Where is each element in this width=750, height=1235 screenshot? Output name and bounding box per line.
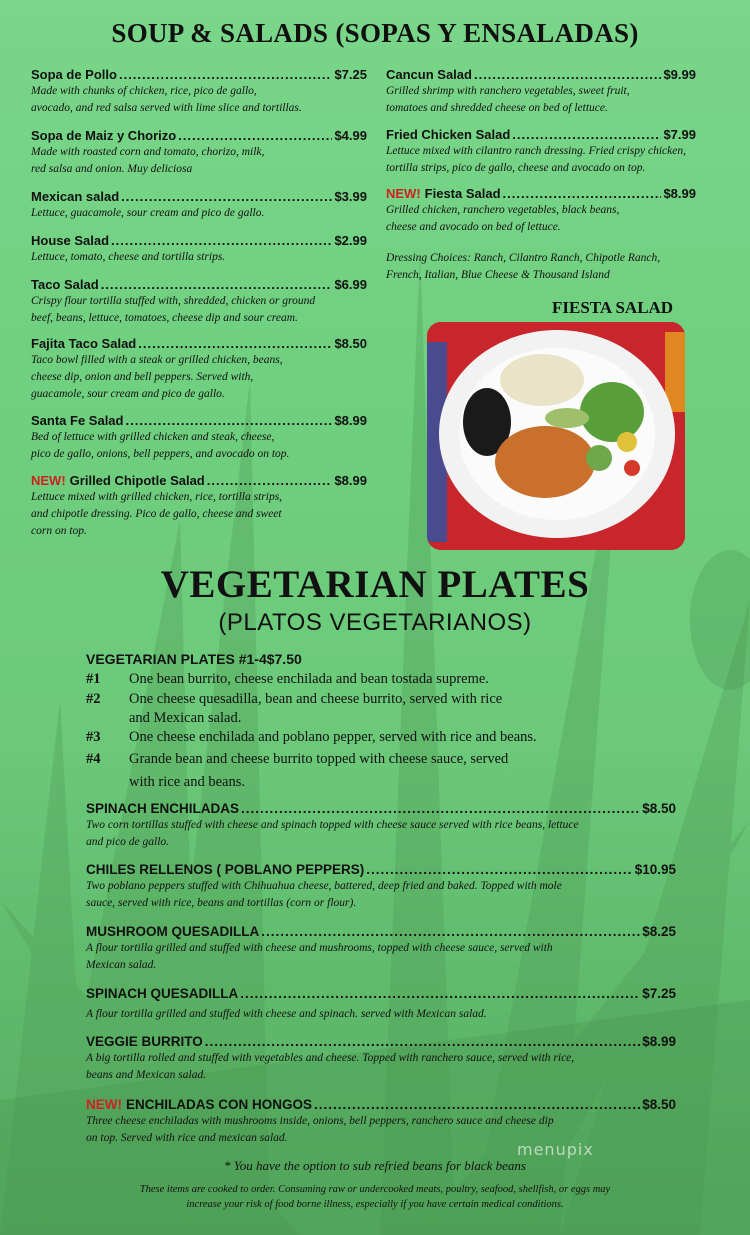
- menu-item: [86, 862, 676, 912]
- plate-desc: One cheese enchilada and poblano pepper, served with rice and beans.: [129, 729, 537, 745]
- plate-item: [86, 748, 606, 794]
- item-desc: Two poblano peppers stuffed with Chihuahua cheese, battered, deep fried and baked. Topped with mole: [86, 880, 562, 892]
- item-desc: and chipotle dressing. Pico de gallo, cheese and sweet: [31, 508, 282, 520]
- item-price: $8.99: [334, 413, 367, 428]
- item-price: $8.99: [642, 1034, 676, 1049]
- item-name: Santa Fe Salad: [31, 413, 124, 428]
- item-name: Mexican salad: [31, 189, 120, 204]
- item-desc: Crispy flour tortilla stuffed with, shredded, chicken or ground: [31, 295, 316, 307]
- salad-plate-image: [427, 322, 685, 550]
- item-desc: and pico de gallo.: [86, 836, 170, 848]
- item-desc: Grilled chicken, ranchero vegetables, black beans,: [386, 204, 620, 216]
- black-beans-note: * You have the option to sub refried beans for black beans: [224, 1158, 526, 1173]
- item-name: Fried Chicken Salad: [386, 127, 511, 142]
- item-desc: red salsa and onion. Muy deliciosa: [31, 163, 193, 175]
- item-desc: Grilled shrimp with ranchero vegetables, sweet fruit,: [386, 85, 630, 97]
- dressing-choices: [386, 250, 660, 284]
- item-desc: sauce, served with rice, beans and tortillas (corn or flour).: [86, 897, 357, 909]
- plate-number: #3: [86, 729, 101, 745]
- item-name: Sopa de Maiz y Chorizo: [31, 128, 177, 143]
- item-desc: A big tortilla rolled and stuffed with vegetables and cheese. Topped with ranchero sauce, served with rice,: [86, 1052, 575, 1064]
- item-desc: Mexican salad.: [86, 959, 157, 971]
- disclaimer-line: increase your risk of food borne illness, especially if you have certain medical conditions.: [186, 1199, 564, 1210]
- item-name: Cancun Salad: [386, 67, 472, 82]
- soup-salads-title: SOUP & SALADS (SOPAS Y ENSALADAS): [111, 18, 639, 48]
- plate-number: #1: [86, 671, 101, 687]
- item-desc: on top. Served with rice and mexican salad.: [86, 1132, 288, 1144]
- item-desc: A flour tortilla grilled and stuffed with cheese and mushrooms, topped with cheese sauce, served with: [86, 942, 553, 954]
- photo-title: FIESTA SALAD: [552, 298, 674, 317]
- plate-desc: with rice and beans.: [129, 774, 245, 790]
- menu-item: [86, 801, 676, 851]
- plate-item: [86, 728, 606, 747]
- item-name: SPINACH QUESADILLA: [86, 986, 239, 1001]
- item-desc: beans and Mexican salad.: [86, 1069, 207, 1081]
- item-name: Sopa de Pollo: [31, 67, 117, 82]
- plate-desc: and Mexican salad.: [129, 710, 242, 726]
- item-desc: Lettuce, guacamole, sour cream and pico de gallo.: [31, 207, 265, 219]
- plate-number: #2: [86, 691, 101, 707]
- new-badge: NEW!: [31, 473, 66, 488]
- item-name: House Salad: [31, 233, 110, 248]
- menu-item: [86, 924, 676, 974]
- item-name: Fiesta Salad: [424, 186, 501, 201]
- menu-item: [386, 127, 696, 177]
- item-desc: corn on top.: [31, 525, 87, 537]
- menu-item: [31, 473, 367, 540]
- item-desc: Bed of lettuce with grilled chicken and steak, cheese,: [31, 431, 275, 443]
- disclaimer-line: These items are cooked to order. Consuming raw or undercooked meats, poultry, seafood, shellfish, or eggs may: [139, 1184, 611, 1195]
- item-price: $8.50: [642, 1097, 676, 1112]
- watermark: menupix: [517, 1140, 594, 1159]
- item-desc: avocado, and red salsa served with lime slice and tortillas.: [31, 102, 302, 114]
- menu-item: [31, 189, 367, 222]
- item-desc: pico de gallo, onions, bell peppers, and avocado on top.: [31, 448, 290, 460]
- item-desc: guacamole, sour cream and pico de gallo.: [31, 388, 225, 400]
- item-desc: tortilla strips, pico de gallo, cheese and avocado on top.: [386, 162, 646, 174]
- item-desc: Taco bowl filled with a steak or grilled chicken, beans,: [31, 354, 283, 366]
- vegetarian-subtitle: (PLATOS VEGETARIANOS): [218, 609, 532, 636]
- plate-item: [86, 670, 606, 689]
- item-desc: Lettuce mixed with cilantro ranch dressing. Fried crispy chicken,: [386, 145, 686, 157]
- item-price: $4.99: [334, 128, 367, 143]
- plate-number: #4: [86, 751, 101, 767]
- item-price: $7.25: [642, 986, 676, 1001]
- item-name: CHILES RELLENOS ( POBLANO PEPPERS): [86, 862, 365, 877]
- item-desc: A flour tortilla grilled and stuffed with cheese and spinach. served with Mexican salad.: [86, 1008, 487, 1020]
- item-price: $8.50: [642, 801, 676, 816]
- menu-item: [31, 277, 367, 327]
- item-price: $9.99: [663, 67, 696, 82]
- item-price: $7.25: [334, 67, 367, 82]
- menu-item: [31, 336, 367, 403]
- item-desc: beef, beans, lettuce, tomatoes, cheese dip and sour cream.: [31, 312, 298, 324]
- item-name: Grilled Chipotle Salad: [69, 473, 205, 488]
- item-desc: cheese dip, onion and bell peppers. Served with,: [31, 371, 254, 383]
- vegetarian-plates-price: VEGETARIAN PLATES #1-4$7.50: [86, 651, 302, 667]
- menu-item: [86, 1034, 676, 1084]
- menu-item: [31, 233, 367, 266]
- fiesta-salad-photo: [427, 322, 685, 550]
- item-price: $3.99: [334, 189, 367, 204]
- item-name: Fajita Taco Salad: [31, 336, 137, 351]
- item-desc: Three cheese enchiladas with mushrooms inside, onions, bell peppers, ranchero sauce and cheese dip: [86, 1115, 554, 1127]
- dressing-line: French, Italian, Blue Cheese & Thousand Island: [386, 269, 610, 281]
- item-price: $8.99: [334, 473, 367, 488]
- item-price: $7.99: [663, 127, 696, 142]
- item-desc: Lettuce, tomato, cheese and tortilla strips.: [31, 251, 226, 263]
- menu-item: [31, 67, 367, 117]
- item-desc: cheese and avocado on bed of lettuce.: [386, 221, 561, 233]
- item-desc: Lettuce mixed with grilled chicken, rice, tortilla strips,: [31, 491, 283, 503]
- item-name: MUSHROOM QUESADILLA: [86, 924, 260, 939]
- item-price: $8.50: [334, 336, 367, 351]
- menu-item: [31, 413, 367, 463]
- item-price: $8.99: [663, 186, 696, 201]
- new-badge: NEW!: [386, 186, 421, 201]
- item-desc: Made with chunks of chicken, rice, pico de gallo,: [31, 85, 257, 97]
- new-badge: NEW!: [86, 1097, 122, 1112]
- plate-desc: Grande bean and cheese burrito topped with cheese sauce, served: [129, 751, 509, 767]
- item-desc: tomatoes and shredded cheese on bed of lettuce.: [386, 102, 608, 114]
- item-name: Taco Salad: [31, 277, 99, 292]
- item-name: ENCHILADAS CON HONGOS: [126, 1097, 313, 1112]
- item-price: $2.99: [334, 233, 367, 248]
- disclaimer: [0, 1182, 750, 1212]
- item-price: $6.99: [334, 277, 367, 292]
- menu-item: [86, 986, 676, 1023]
- item-name: SPINACH ENCHILADAS: [86, 801, 240, 816]
- plate-desc: One bean burrito, cheese enchilada and bean tostada supreme.: [129, 671, 489, 687]
- plate-item: [86, 690, 606, 728]
- item-desc: Two corn tortillas stuffed with cheese and spinach topped with cheese sauce served with rice beans, lettuce: [86, 819, 579, 831]
- plate-desc: One cheese quesadilla, bean and cheese burrito, served with rice: [129, 691, 503, 707]
- item-price: $8.25: [642, 924, 676, 939]
- dressing-line: Dressing Choices: Ranch, Cilantro Ranch, Chipotle Ranch,: [386, 252, 661, 264]
- item-name: VEGGIE BURRITO: [86, 1034, 203, 1049]
- menu-item: [386, 186, 696, 236]
- menu-item: [31, 128, 367, 178]
- item-desc: Made with roasted corn and tomato, chorizo, milk,: [31, 146, 265, 158]
- vegetarian-title: VEGETARIAN PLATES: [160, 563, 590, 606]
- item-price: $10.95: [634, 862, 676, 877]
- menu-item: [386, 67, 696, 117]
